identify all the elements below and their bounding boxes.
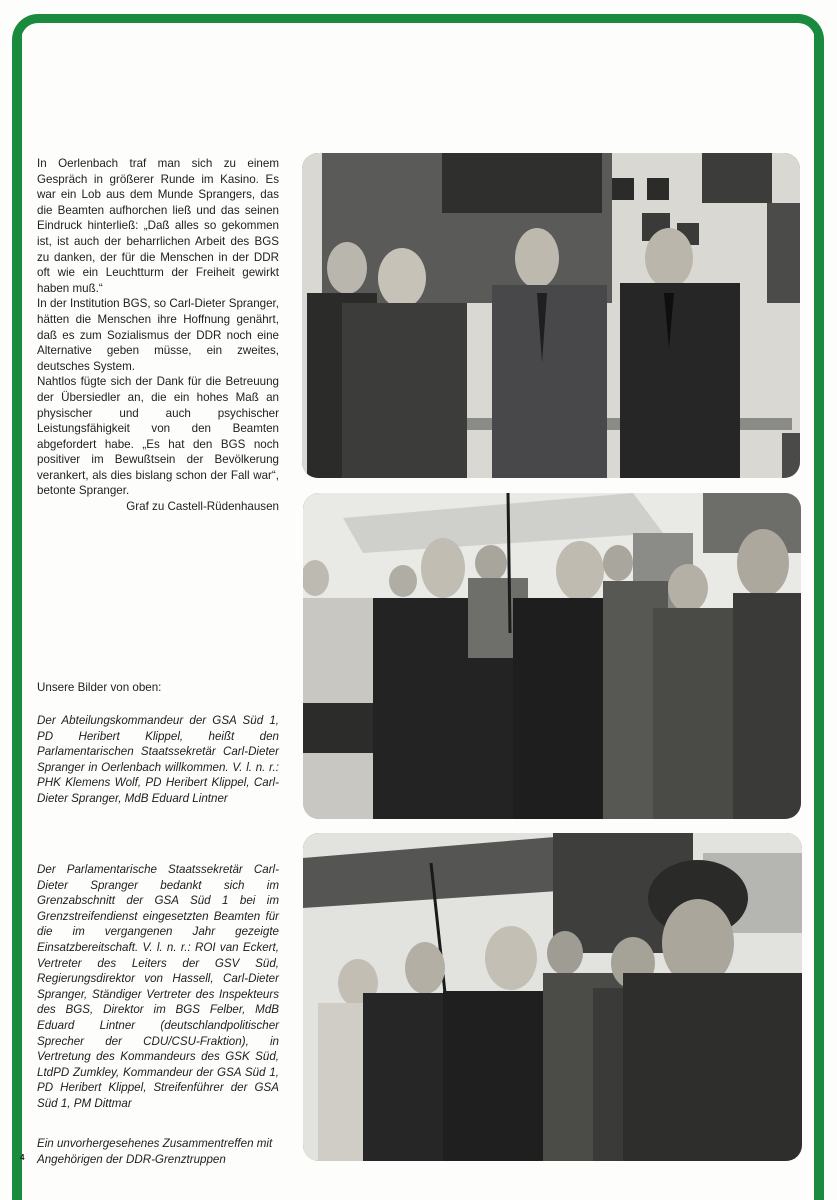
photo-border-patrol-umbrella — [303, 493, 801, 819]
photo-kasino-reception — [302, 153, 800, 478]
article-paragraph-2: In der Institution BGS, so Carl-Dieter Spranger, hätten die Menschen ihre Hoffnung genährt, daß es zum Sozialismus der DDR noch eine Alternative geben müsse, ein zweites, deutsches System. — [37, 297, 279, 373]
article-paragraph-1: In Oerlenbach traf man sich zu einem Gespräch in größerer Runde im Kasino. Es war ein Lob aus dem Munde Sprangers, das die Beamten aufhorchen ließ und das seinen Eindruck hinterließ: „Daß alles so gekommen ist, ist auch der beharrlichen Arbeit des BGS zu danken, der für die Menschen in der DDR oft wie ein Leuchtturm der Freiheit gewirkt haben muß.“ — [37, 157, 279, 295]
photo-ddr-border-troops — [303, 833, 802, 1161]
photo-caption-1: Der Abteilungskommandeur der GSA Süd 1, PD Heribert Klippel, heißt den Parlamentarischen Staatssekretär Carl-Dieter Spranger in Oerlenbach willkommen. V. l. n. r.: PHK Klemens Wolf, PD Heribert Klippel, Carl-Dieter Spranger, MdB Eduard Lintner — [37, 714, 279, 805]
photo-caption-3: Ein unvorhergesehenes Zusammentreffen mit Angehörigen der DDR-Grenztruppen — [37, 1137, 273, 1166]
article-body — [37, 156, 279, 515]
article-author: Graf zu Castell-Rüdenhausen — [126, 500, 279, 514]
article-paragraph-3: Nahtlos fügte sich der Dank für die Betreuung der Übersiedler an, die ein hohes Maß an physischer und auch psychischer Leistungsfähigkeit von den Beamten abgefordert habe. „Es hat den BGS noch positiver im Bewußtsein der Bevölkerung verankert, als dies bislang schon der Fall war“, betonte Spranger. — [37, 375, 279, 498]
page-number: 4 — [20, 1153, 25, 1162]
photo-caption-2: Der Parlamentarische Staatssekretär Carl-Dieter Spranger bedankt sich im Grenzabschnitt der GSA Süd 1 bei im Grenzstreifendienst eingesetzten Beamten für die im vergangenen Jahr gezeigte Einsatzbereitschaft. V. l. n. r.: ROI van Eckert, Vertreter des Leiters der GSV Süd, Regierungsdirektor von Hassell, Carl-Dieter Spranger, Ständiger Vertreter des Inspekteurs des BGS, Direktor im BGS Felber, MdB Eduard Lintner (deutschlandpolitischer Sprecher der CDU/CSU-Fraktion), in Vertretung des Kommandeurs des GSK Süd, LtdPD Zumkley, Kommandeur der GSA Süd 1, PD Heribert Klippel, Streifenführer der GSA Süd 1, PM Dittmar — [37, 863, 279, 1110]
captions-heading: Unsere Bilder von oben: — [37, 681, 162, 694]
